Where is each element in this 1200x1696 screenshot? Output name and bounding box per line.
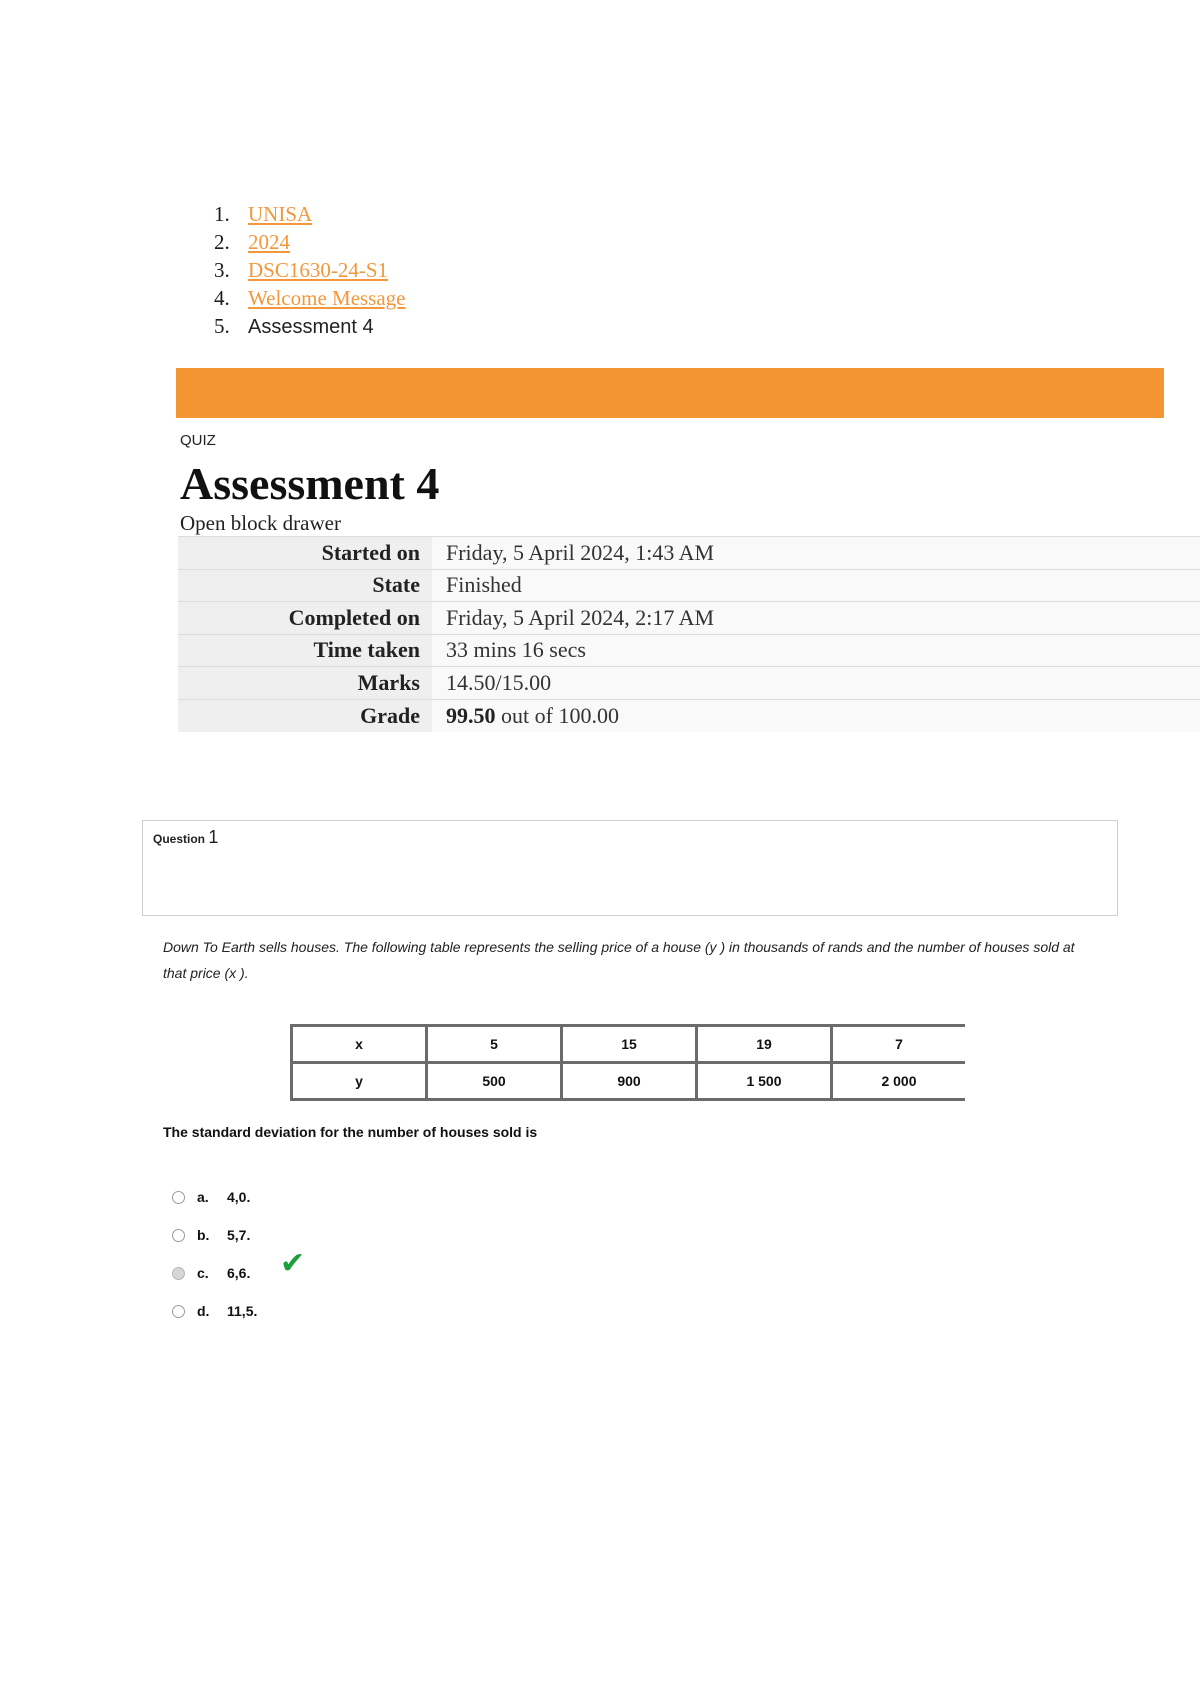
breadcrumb-item-current — [214, 312, 406, 340]
grade-score: 99.50 — [446, 702, 496, 728]
summary-row-grade — [178, 699, 1200, 732]
summary-value: 33 mins 16 secs — [432, 634, 1200, 667]
question-prompt: The standard deviation for the number of houses sold is — [163, 1124, 538, 1140]
question-label — [153, 827, 218, 848]
breadcrumb-number: 1. — [214, 202, 230, 226]
table-cell: 2 000 — [832, 1063, 966, 1100]
breadcrumb-number: 5. — [214, 314, 230, 338]
table-cell: 500 — [427, 1063, 562, 1100]
breadcrumb-current-page: Assessment 4 — [248, 316, 374, 338]
breadcrumb-item-course — [214, 256, 406, 284]
option-letter: b. — [197, 1227, 210, 1243]
radio-button[interactable] — [172, 1305, 185, 1318]
summary-label: Marks — [178, 667, 432, 700]
table-cell: y — [292, 1063, 427, 1100]
summary-label: Grade — [178, 699, 432, 732]
option-text: 6,6. — [227, 1265, 251, 1281]
summary-value: 14.50/15.00 — [432, 667, 1200, 700]
option-text: 4,0. — [227, 1189, 251, 1205]
option-letter: c. — [197, 1265, 209, 1281]
table-cell: 7 — [832, 1026, 966, 1063]
breadcrumb-number: 4. — [214, 286, 230, 310]
table-cell: 1 500 — [697, 1063, 832, 1100]
grade-suffix: out of 100.00 — [495, 702, 619, 728]
summary-value: Friday, 5 April 2024, 2:17 AM — [432, 602, 1200, 635]
question-info-box — [142, 820, 1118, 916]
summary-value: Friday, 5 April 2024, 1:43 AM — [432, 537, 1200, 570]
table-cell: 15 — [562, 1026, 697, 1063]
summary-row-started — [178, 537, 1200, 570]
breadcrumb-number: 2. — [214, 230, 230, 254]
summary-row-completed — [178, 602, 1200, 635]
table-cell: x — [292, 1026, 427, 1063]
option-letter: a. — [197, 1189, 209, 1205]
radio-button-selected[interactable] — [172, 1267, 185, 1280]
option-text: 11,5. — [227, 1303, 258, 1319]
table-cell: 900 — [562, 1063, 697, 1100]
table-cell: 5 — [427, 1026, 562, 1063]
summary-row-time — [178, 634, 1200, 667]
radio-button[interactable] — [172, 1229, 185, 1242]
breadcrumb-link-unisa[interactable]: UNISA — [248, 202, 313, 226]
summary-row-state — [178, 569, 1200, 602]
answer-option-c[interactable] — [172, 1246, 306, 1292]
breadcrumb-item-unisa — [214, 200, 406, 228]
summary-row-marks — [178, 667, 1200, 700]
radio-button[interactable] — [172, 1191, 185, 1204]
breadcrumb — [214, 200, 406, 340]
summary-value — [432, 699, 1200, 732]
question-text: Down To Earth sells houses. The following table represents the selling price of a house (y ) in thousands of rands and the number of houses sold at that price (x ). — [163, 939, 1075, 981]
header-banner — [176, 368, 1164, 418]
option-letter: d. — [197, 1303, 210, 1319]
checkmark-icon: ✔ — [280, 1246, 306, 1281]
breadcrumb-link-2024[interactable]: 2024 — [248, 230, 290, 254]
question-label-text: Question — [153, 832, 206, 846]
summary-label: State — [178, 569, 432, 602]
summary-label: Completed on — [178, 602, 432, 635]
answer-options — [172, 1178, 306, 1330]
option-text: 5,7. — [227, 1227, 251, 1243]
breadcrumb-link-welcome-message[interactable]: Welcome Message — [248, 286, 406, 310]
summary-value: Finished — [432, 569, 1200, 602]
answer-option-d[interactable] — [172, 1292, 257, 1330]
breadcrumb-item-welcome — [214, 284, 406, 312]
question-number: 1 — [208, 827, 219, 847]
summary-label: Time taken — [178, 634, 432, 667]
table-row — [292, 1026, 966, 1063]
activity-type-label: QUIZ — [180, 432, 216, 449]
attempt-summary-table — [178, 536, 1200, 732]
page-title: Assessment 4 — [180, 458, 440, 509]
summary-label: Started on — [178, 537, 432, 570]
open-block-drawer-link[interactable]: Open block drawer — [180, 511, 341, 535]
answer-option-a[interactable] — [172, 1178, 257, 1216]
answer-option-b[interactable] — [172, 1216, 257, 1254]
data-table — [290, 1024, 965, 1101]
breadcrumb-link-course[interactable]: DSC1630-24-S1 — [248, 258, 389, 282]
breadcrumb-number: 3. — [214, 258, 230, 282]
table-cell: 19 — [697, 1026, 832, 1063]
table-row — [292, 1063, 966, 1100]
breadcrumb-item-2024 — [214, 228, 406, 256]
